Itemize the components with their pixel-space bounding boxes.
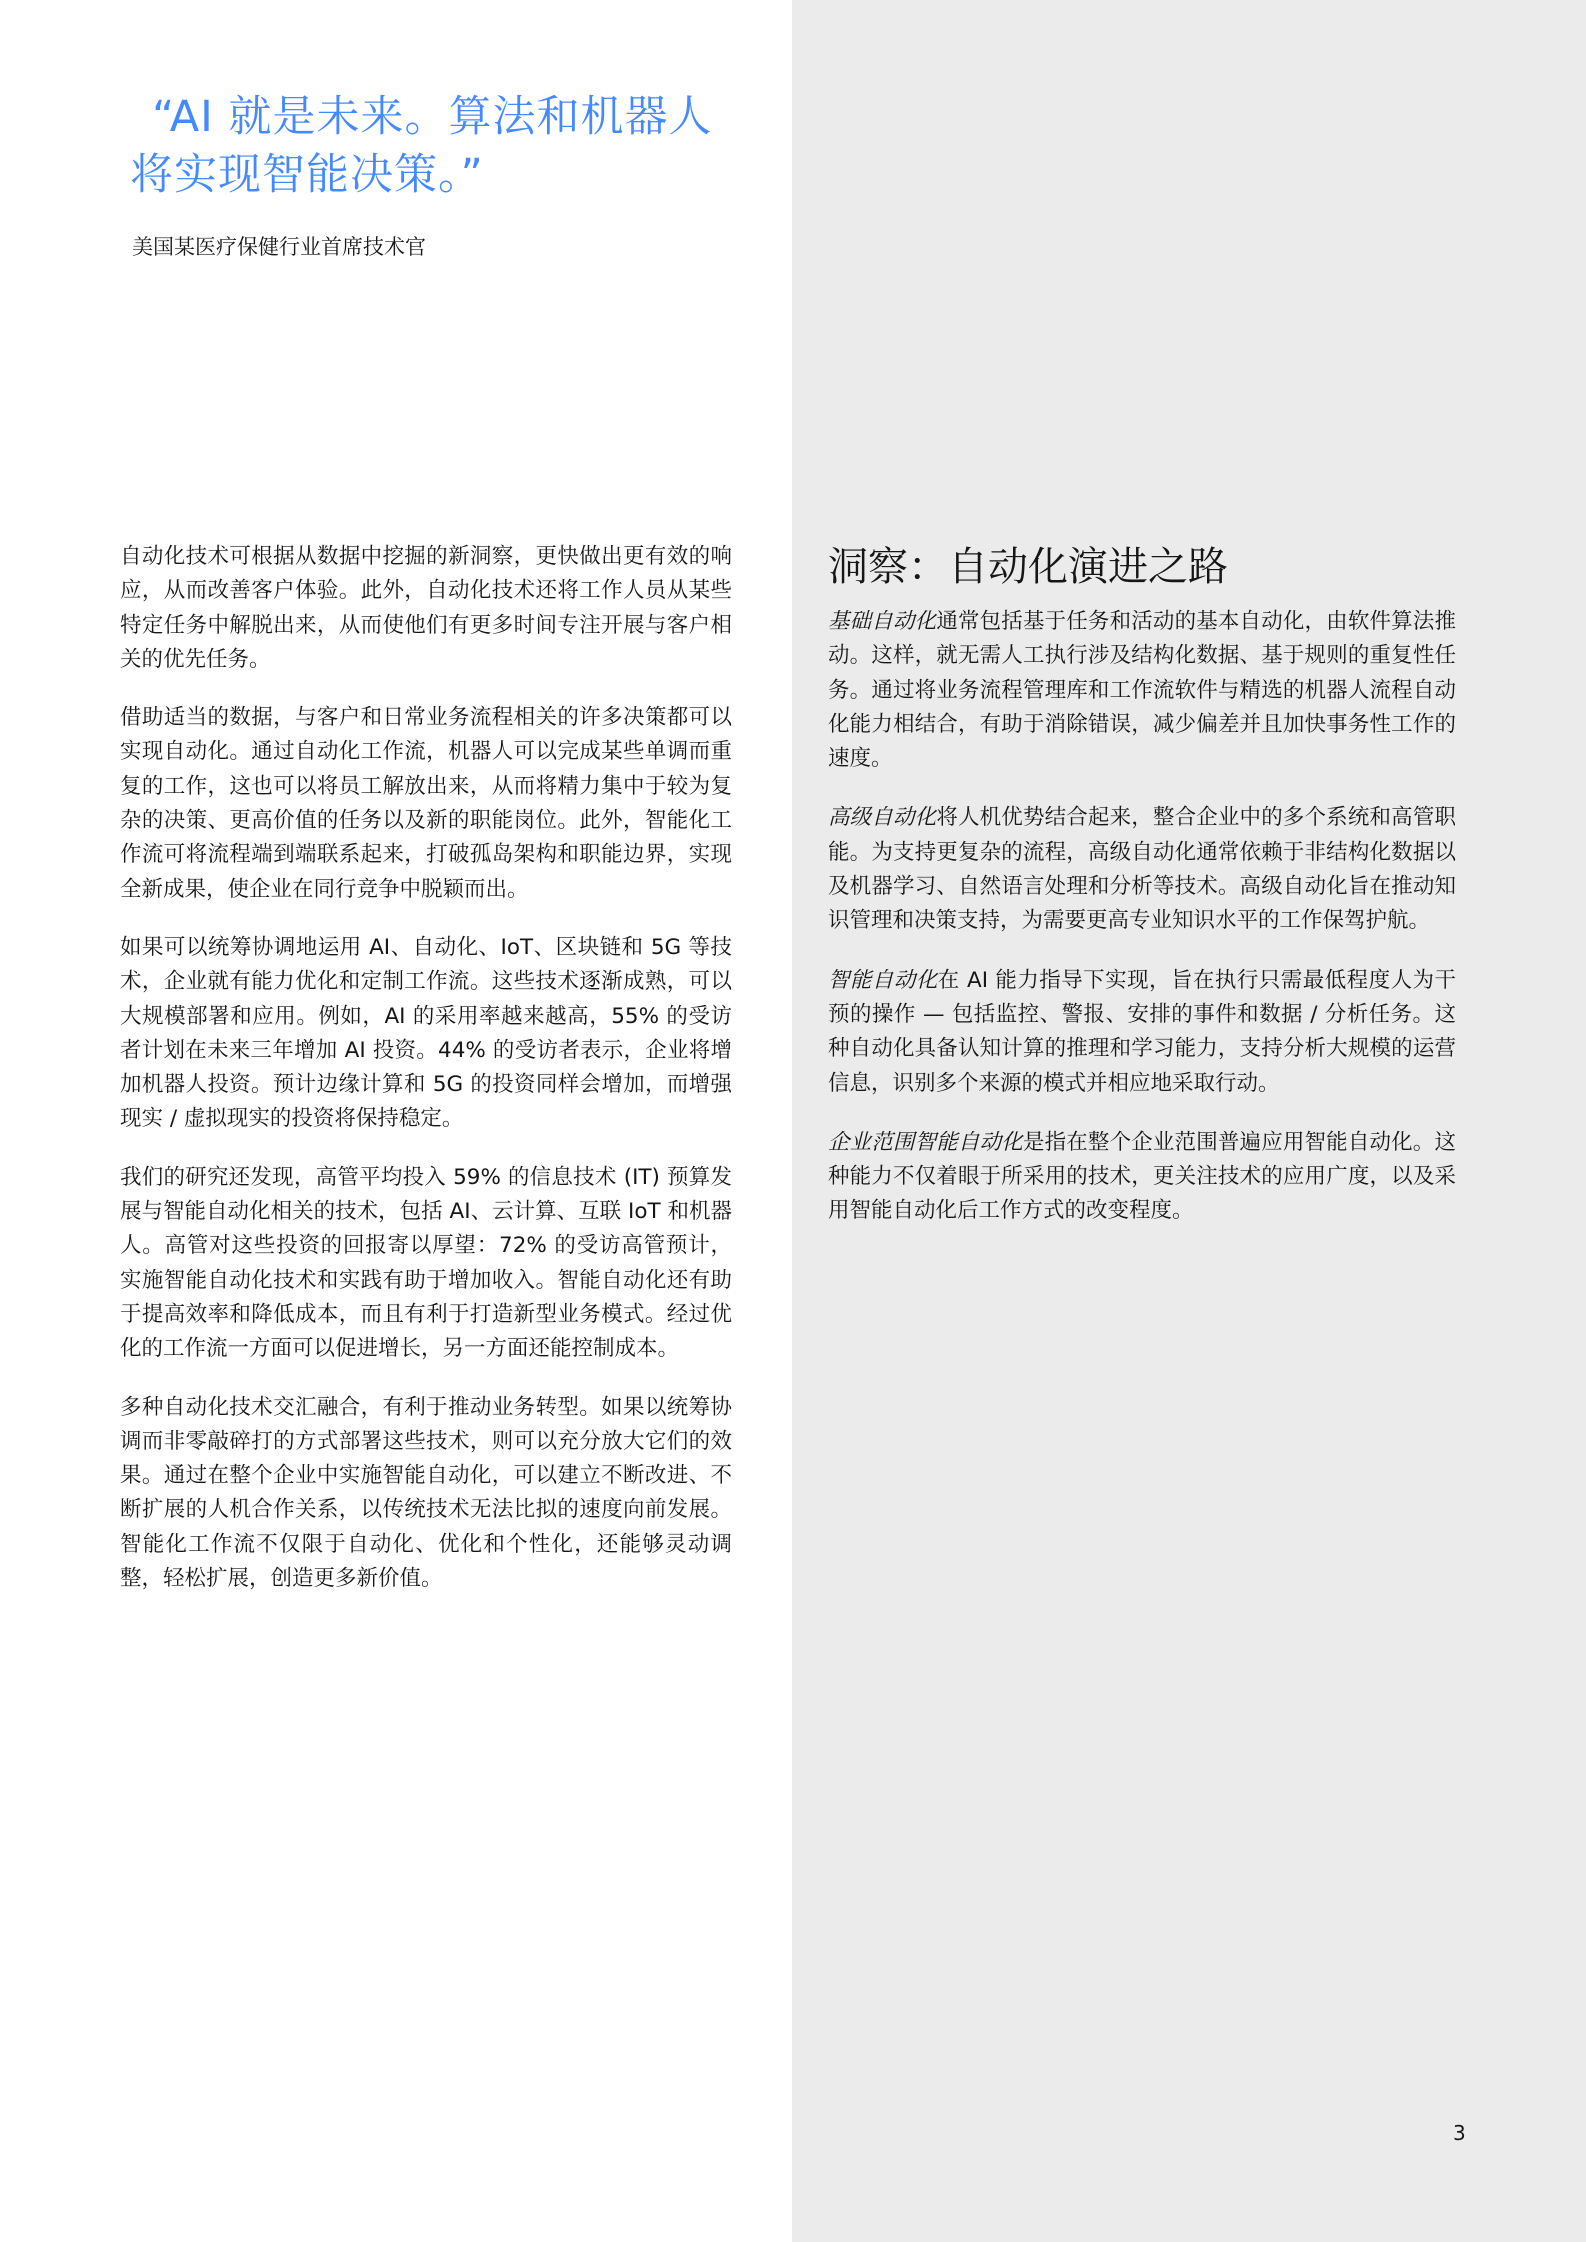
insight-title: 洞察：自动化演进之路	[828, 544, 1228, 590]
insight-item-enterprise	[828, 1126, 1456, 1229]
definition-text: 是指在整个企业范围普遍应用智能自动化。这种能力不仅着眼于所采用的技术，更关注技术的应用广度，以及采用智能自动化后工作方式的改变程度。	[828, 1129, 1456, 1224]
insight-item-advanced	[828, 801, 1456, 938]
definition-text: 将人机优势结合起来，整合企业中的多个系统和高管职能。为支持更复杂的流程，高级自动化通常依赖于非结构化数据以及机器学习、自然语言处理和分析等技术。高级自动化旨在推动知识管理和决策支持，为需要更高专业知识水平的工作保驾护航。	[828, 805, 1456, 934]
quote-attribution: 美国某医疗保健行业首席技术官	[132, 235, 426, 259]
page-number: 3	[1453, 2121, 1466, 2145]
paragraph: 借助适当的数据，与客户和日常业务流程相关的许多决策都可以实现自动化。通过自动化工作流，机器人可以完成某些单调而重复的工作，这也可以将员工解放出来，从而将精力集中于较为复杂的决策、更高价值的任务以及新的职能岗位。此外，智能化工作流可将流程端到端联系起来，打破孤岛架构和职能边界，实现全新成果，使企业在同行竞争中脱颖而出。	[120, 705, 732, 902]
body-text-left	[120, 540, 732, 1620]
insight-body	[828, 605, 1456, 1254]
term-enterprise-automation: 企业范围智能自动化	[828, 1129, 1023, 1155]
paragraph: 多种自动化技术交汇融合，有利于推动业务转型。如果以统筹协调而非零敲碎打的方式部署这些技术，则可以充分放大它们的效果。通过在整个企业中实施智能自动化，可以建立不断改进、不断扩展的人机合作关系，以传统技术无法比拟的速度向前发展。智能化工作流不仅限于自动化、优化和个性化，还能够灵动调整，轻松扩展，创造更多新价值。	[120, 1394, 732, 1592]
insight-item-intelligent	[828, 964, 1456, 1101]
definition-text: 通常包括基于任务和活动的基本自动化，由软件算法推动。这样，就无需人工执行涉及结构化数据、基于规则的重复性任务。通过将业务流程管理库和工作流软件与精选的机器人流程自动化能力相结合，有助于消除错误，减少偏差并且加快事务性工作的速度。	[828, 609, 1456, 772]
term-basic-automation: 基础自动化	[828, 609, 937, 634]
quote-text: AI 就是未来。算法和机器人将实现智能决策。	[130, 92, 713, 200]
term-advanced-automation: 高级自动化	[828, 805, 937, 831]
paragraph: 如果可以统筹协调地运用 AI、自动化、IoT、区块链和 5G 等技术，企业就有能力优化和定制工作流。这些技术逐渐成熟，可以大规模部署和应用。例如，AI 的采用率越来越高，55% 的受访者计划在未来三年增加 AI 投资。44% 的受访者表示，企业将增加机器人投资。预计边缘计算和 5G 的投资同样会增加，而增强现实 / 虚拟现实的投资将保持稳定。	[120, 934, 732, 1132]
quote-open-mark: “	[152, 92, 170, 142]
pull-quote	[130, 88, 750, 204]
paragraph: 我们的研究还发现，高管平均投入 59% 的信息技术 (IT) 预算发展与智能自动化相关的技术，包括 AI、云计算、互联 IoT 和机器人。高管对这些投资的回报寄以厚望：72% 的受访高管预计，实施智能自动化技术和实践有助于增加收入。智能自动化还有助于提高效率和降低成本，而且有利于打造新型业务模式。经过优化的工作流一方面可以促进增长，另一方面还能控制成本。	[120, 1164, 732, 1362]
insight-item-basic	[828, 605, 1456, 776]
term-intelligent-automation: 智能自动化	[828, 967, 938, 993]
quote-close-mark: ”	[460, 150, 484, 200]
definition-text: 在 AI 能力指导下实现，旨在执行只需最低程度人为干预的操作 — 包括监控、警报、安排的事件和数据 / 分析任务。这种自动化具备认知计算的推理和学习能力，支持分析大规模的运营信息，识别多个来源的模式并相应地采取行动。	[828, 967, 1456, 1096]
paragraph: 自动化技术可根据从数据中挖掘的新洞察，更快做出更有效的响应，从而改善客户体验。此外，自动化技术还将工作人员从某些特定任务中解脱出来，从而使他们有更多时间专注开展与客户相关的优先任务。	[120, 544, 732, 672]
